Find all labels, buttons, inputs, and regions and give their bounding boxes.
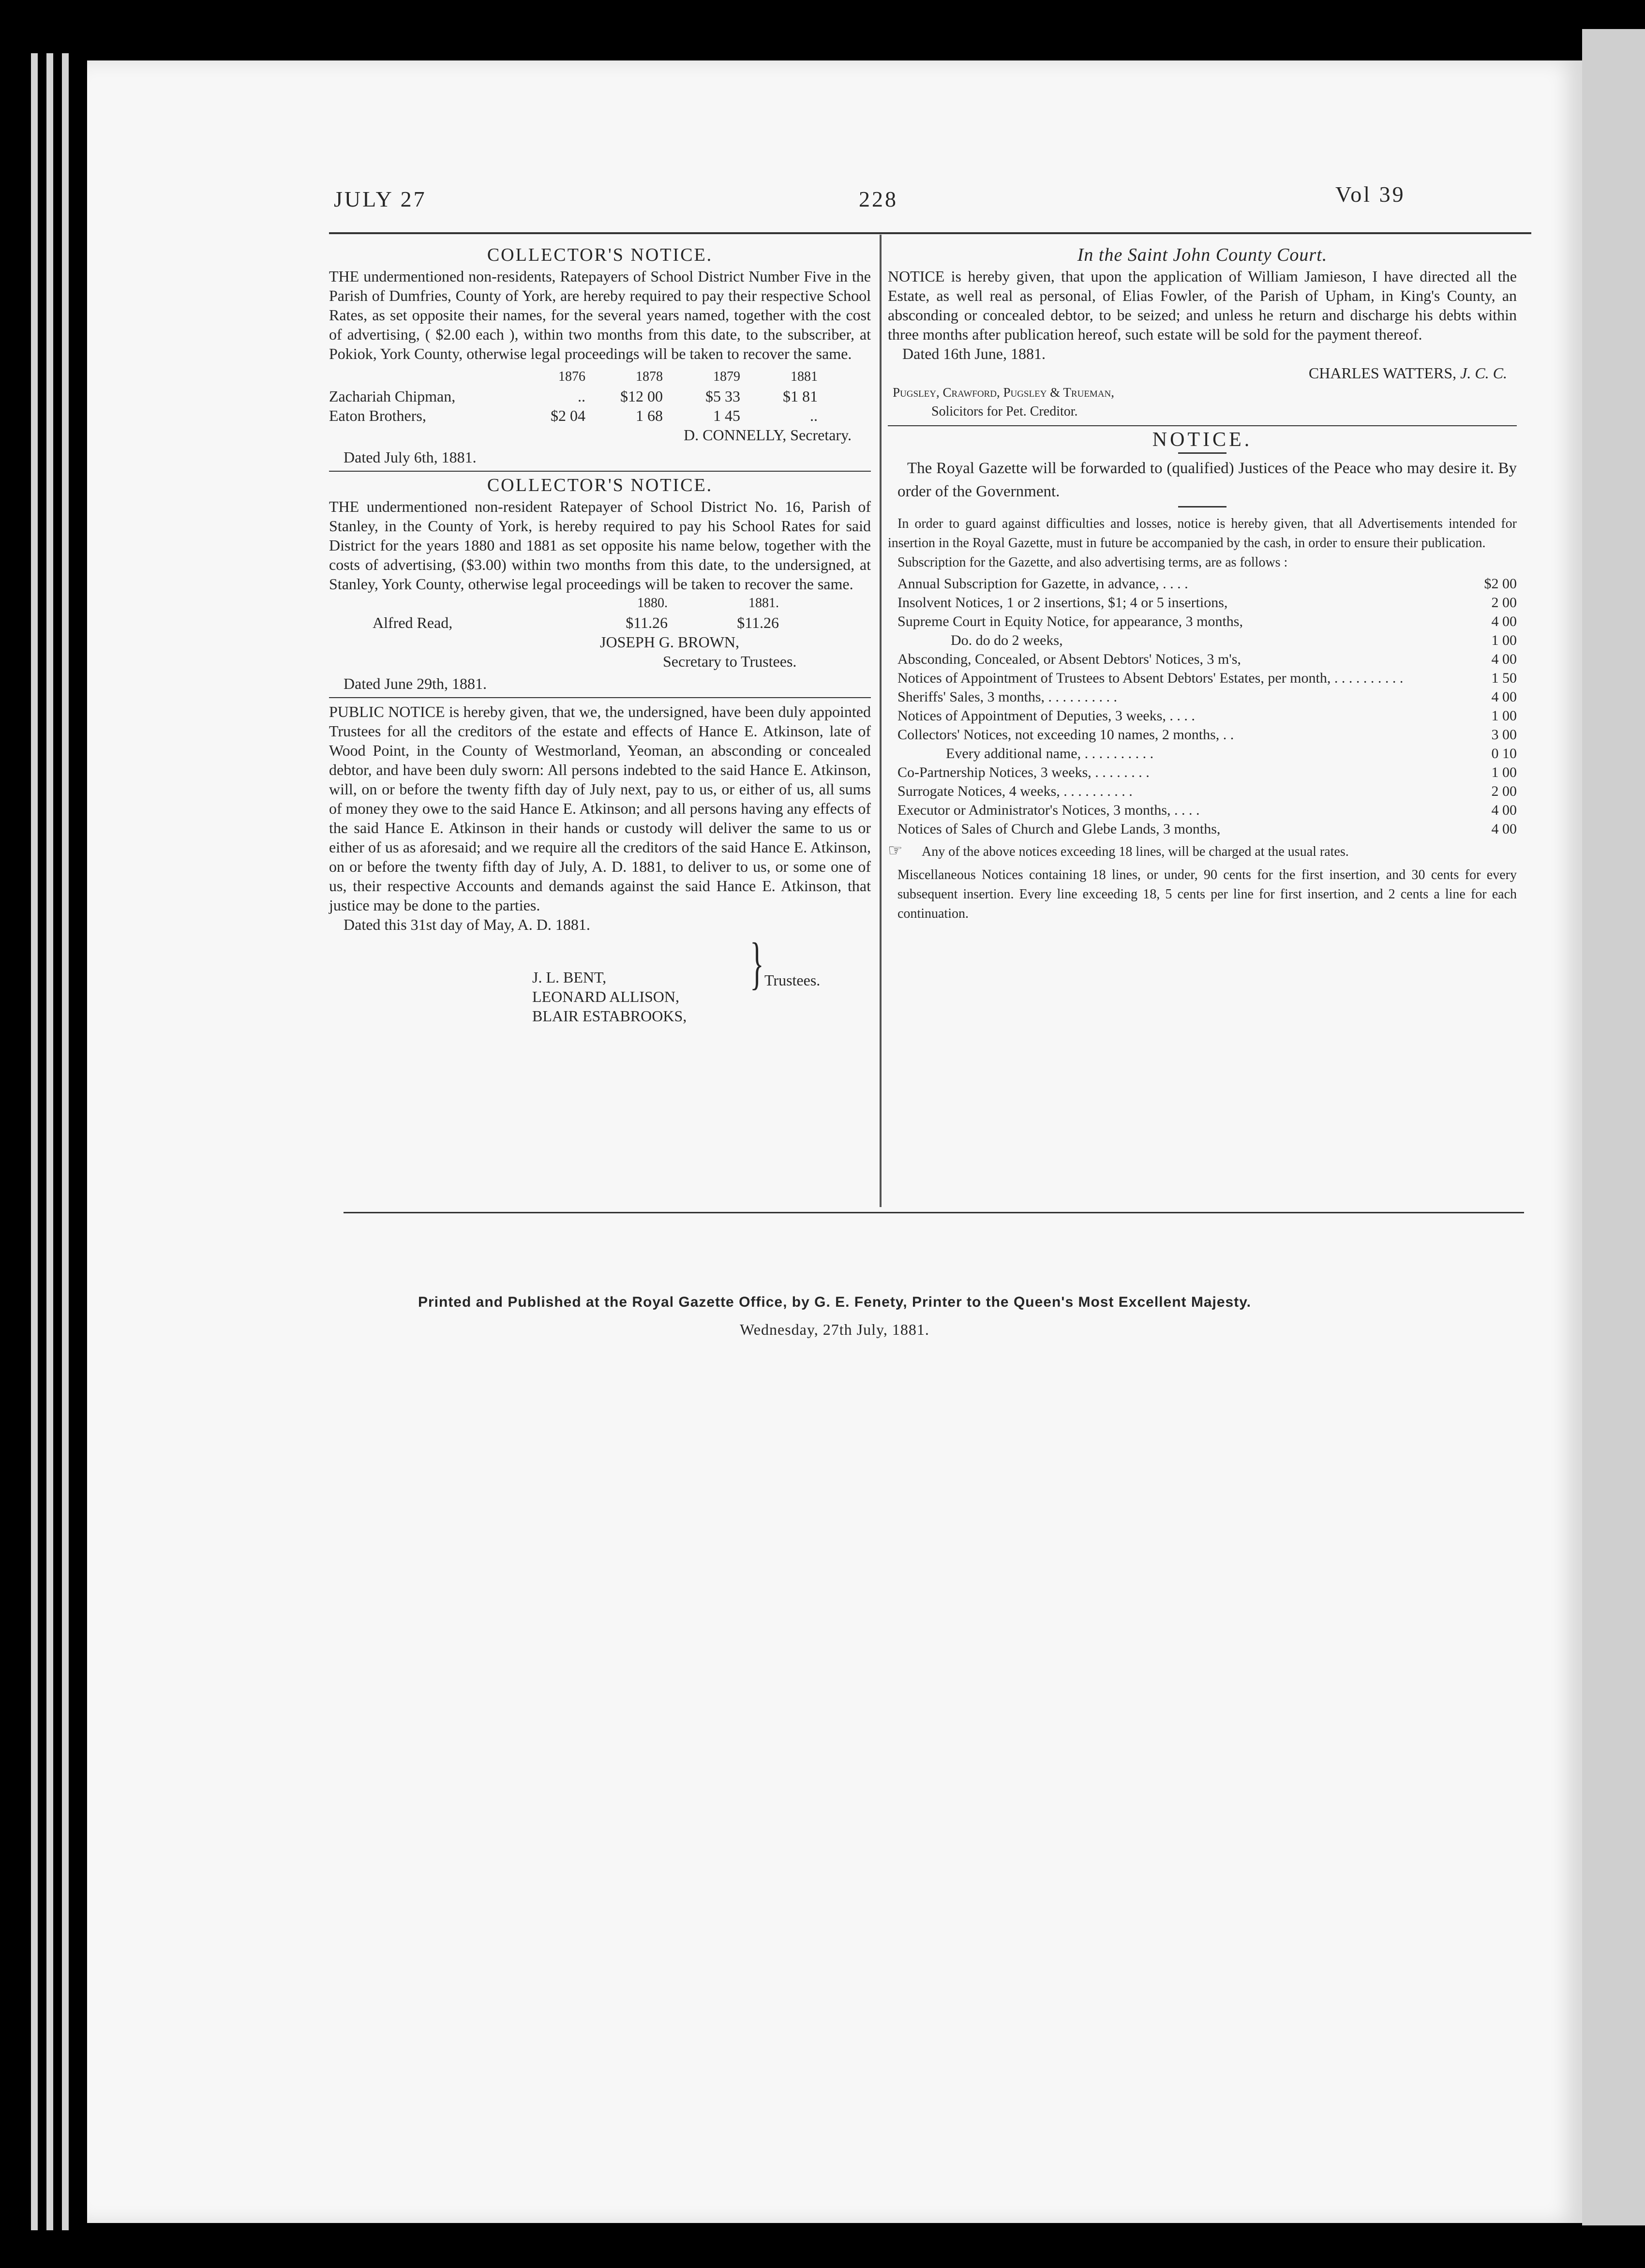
rate-amount: 4 00 [1491, 802, 1517, 818]
rate-label: Insolvent Notices, 1 or 2 insertions, $1; 4 or 5 insertions, [897, 595, 1228, 611]
rate-value: $1 81 [783, 388, 818, 405]
rate-amount: 4 00 [1491, 613, 1517, 629]
page-edge [31, 53, 38, 2230]
rate-amount: 2 00 [1491, 595, 1517, 611]
rate-label: Co-Partnership Notices, 3 weeks, . . . . . . . . [897, 764, 1150, 780]
column-divider [880, 235, 882, 1207]
public-notice [329, 702, 871, 1026]
rate-label: Surrogate Notices, 4 weeks, . . . . . . . . . . [897, 783, 1133, 799]
signer [888, 363, 1517, 383]
imprint-line: Printed and Published at the Royal Gazette Office, by G. E. Fenety, Printer to the Queen's Most Excellent Majesty. [418, 1294, 1252, 1310]
rate-value: .. [578, 388, 585, 405]
rate-amount: 4 00 [1491, 821, 1517, 837]
bottom-rule [344, 1212, 1524, 1213]
signer: JOSEPH G. BROWN, [600, 633, 740, 651]
notice-subscription: Subscription for the Gazette, and also advertising terms, are as follows : [897, 555, 1288, 570]
notice-body: THE undermentioned non-residents, Ratepayers of School District Number Five in the Parish of Dumfries, County of York, are hereby required to pay their respective School Rates, as set opposite their names, for the several years named, together with the cost of advertising, ( $2.00 each ), within two months from this date, to the subscriber, at Pokiok, York County, otherwise legal proceedings will be taken to recover the same. [329, 268, 871, 362]
rate-label: Collectors' Notices, not exceeding 10 names, 2 months, . . [897, 727, 1234, 743]
rate-label: Absconding, Concealed, or Absent Debtors' Notices, 3 m's, [897, 651, 1241, 667]
rate-amount: 1 50 [1491, 670, 1517, 686]
year: 1879 [713, 369, 740, 384]
rate-amount: 4 00 [1491, 689, 1517, 705]
notice-body: PUBLIC NOTICE is hereby given, that we, the undersigned, have been duly appointed Trustees for all the creditors of the estate and effects of Hance E. Atkinson, late of Wood Point, in the County of Westmorland, Yeoman, an absconding or concealed debtor, and have been duly sworn: All persons indebted to the said Hance E. Atkinson, will, on or before the twenty fifth day of July next, pay to us, or either of us, all sums of money they owe to the said Hance E. Atkinson; and all persons having any effects of the said Hance E. Atkinson in their hands or custody will deliver the same to us or either of us as aforesaid; and we require all the creditors of the said Hance E. Atkinson, on or before the twenty fifth day of July, A. D. 1881, to deliver to us, or some one of us, their respective Accounts and demands against the said Hance E. Atkinson, that justice may be done to the parties. [329, 703, 871, 914]
county-court-notice [888, 245, 1517, 421]
volume-label: Vol 39 [1335, 182, 1406, 207]
signer-name: CHARLES WATTERS, [1308, 364, 1457, 382]
year: 1876 [558, 369, 585, 384]
trustees-label: Trustees. [764, 971, 821, 989]
brace-icon: } [750, 931, 764, 995]
table-row [897, 612, 1517, 631]
court-title: In the Saint John County Court. [1077, 245, 1328, 265]
rate-label: Supreme Court in Equity Notice, for appearance, 3 months, [897, 613, 1243, 629]
rate-value: 1 68 [636, 407, 663, 424]
table-row [329, 387, 871, 406]
header-rule [329, 232, 1531, 234]
collector-notice-2 [329, 476, 871, 693]
rate-label: Annual Subscription for Gazette, in advance, . . . . [897, 576, 1188, 592]
notice-lead: The Royal Gazette will be forwarded to (qualified) Justices of the Peace who may desire it. By order of the Government. [897, 460, 1517, 500]
rate-value: $12 00 [620, 388, 663, 405]
year: 1881. [748, 596, 779, 611]
rate-amount: $2 00 [1484, 576, 1517, 592]
trustee-name: LEONARD ALLISON, [532, 988, 679, 1005]
dated-line: Dated June 29th, 1881. [344, 675, 487, 692]
year: 1881 [791, 369, 818, 384]
table-row [897, 687, 1517, 706]
year: 1880. [637, 596, 668, 611]
short-rule [1178, 452, 1226, 454]
section-rule [329, 471, 871, 472]
table-row [897, 744, 1517, 763]
table-row [897, 782, 1517, 801]
over-18-text: Any of the above notices exceeding 18 lines, will be charged at the usual rates. [922, 844, 1349, 859]
rate-value: $2 04 [551, 407, 585, 424]
solicitors-title: Solicitors for Pet. Creditor. [931, 404, 1078, 419]
page-edge [62, 53, 69, 2230]
rate-value: .. [810, 407, 818, 424]
rate-label: Sheriffs' Sales, 3 months, . . . . . . . . . . [897, 689, 1118, 705]
notice-title: COLLECTOR'S NOTICE. [487, 475, 713, 495]
table-row [897, 763, 1517, 782]
rate-value: $5 33 [705, 388, 740, 405]
notice-title: NOTICE. [1152, 429, 1253, 451]
section-rule [888, 425, 1517, 426]
trustees-block [329, 931, 871, 1026]
solicitors: Pugsley, Crawford, Pugsley & Trueman, [893, 385, 1115, 400]
years-row [329, 594, 871, 613]
rate-label: Notices of Sales of Church and Glebe Lands, 3 months, [897, 821, 1221, 837]
table-row [897, 706, 1517, 725]
table-row [897, 574, 1517, 593]
table-row [897, 725, 1517, 744]
dated-line: Dated 16th June, 1881. [902, 345, 1046, 362]
book-spine [1582, 29, 1645, 2225]
rate-label: Executor or Administrator's Notices, 3 months, . . . . [897, 802, 1200, 818]
short-rule [1178, 506, 1226, 507]
rates-table [888, 574, 1517, 838]
pointing-hand-icon: ☞ [888, 842, 903, 860]
years-row [329, 367, 871, 387]
signer-title: Secretary to Trustees. [663, 653, 797, 670]
signer-title: J. C. C. [1460, 364, 1507, 382]
dated-line: Dated this 31st day of May, A. D. 1881. [344, 916, 590, 933]
trustee-name: J. L. BENT, [532, 969, 607, 986]
rate-label: Every additional name, . . . . . . . . . . [946, 746, 1154, 761]
section-rule [329, 697, 871, 698]
table-row [329, 406, 871, 425]
header-date: JULY 27 [334, 187, 427, 211]
rate-value: $11.26 [626, 614, 668, 631]
ratepayer-name: Zachariah Chipman, [329, 388, 456, 405]
rate-amount: 1 00 [1491, 764, 1517, 780]
rate-amount: 2 00 [1491, 783, 1517, 799]
rate-amount: 0 10 [1491, 746, 1517, 761]
rate-amount: 1 00 [1491, 632, 1517, 648]
table-row [897, 820, 1517, 838]
over-18-note [888, 841, 1517, 862]
dated-line: Dated July 6th, 1881. [344, 448, 477, 466]
rate-value: $11.26 [737, 614, 779, 631]
misc-notice: Miscellaneous Notices containing 18 lines, or under, 90 cents for the first insertion, and 30 cents for every subsequent insertion. Every line exceeding 18, 5 cents per line for first insertion, and 2 cents a line for each continuation. [897, 867, 1517, 921]
ratepayer-name: Eaton Brothers, [329, 407, 426, 424]
rate-value: 1 45 [713, 407, 740, 424]
imprint-date: Wednesday, 27th July, 1881. [740, 1321, 929, 1338]
table-row [897, 593, 1517, 612]
gazette-page [87, 60, 1582, 2223]
ratepayer-name: Alfred Read, [373, 614, 453, 631]
rate-amount: 3 00 [1491, 727, 1517, 743]
table-row [897, 801, 1517, 820]
right-column [888, 244, 1517, 924]
rate-label: Do. do do 2 weeks, [951, 632, 1063, 648]
table-row [329, 613, 871, 632]
notice-body: THE undermentioned non-resident Ratepayer of School District No. 16, Parish of Stanley, in the County of York, is hereby required to pay his School Rates for said District for the years 1880 and 1881 as set opposite his name below, together with the costs of advertising, ($3.00) within two months from this date, to the undersigned, at Stanley, York County, otherwise legal proceedings will be taken to recover the same. [329, 498, 871, 593]
collector-notice-1 [329, 245, 871, 467]
page-edge [46, 53, 53, 2230]
table-row [897, 650, 1517, 669]
table-row [897, 631, 1517, 650]
notice-guard: In order to guard against difficulties and losses, notice is hereby given, that all Advertisements intended for insertion in the Royal Gazette, must in future be accompanied by the cash, in order to ensure their publication. [888, 516, 1517, 551]
table-row [897, 669, 1517, 687]
rate-amount: 4 00 [1491, 651, 1517, 667]
notice-body: NOTICE is hereby given, that upon the application of William Jamieson, I have directed all the Estate, as well real as personal, of Elias Fowler, of the Parish of Upham, in King's County, an absconding or concealed debtor, to be seized; and unless he return and discharge his debts within three months after publication hereof, such estate will be sold for the payment thereof. [888, 268, 1517, 343]
rate-label: Notices of Appointment of Trustees to Absent Debtors' Estates, per month, . . . . . . . . . . [897, 670, 1404, 686]
signer: D. CONNELLY, Secretary. [684, 426, 852, 444]
page-number: 228 [859, 187, 898, 211]
gazette-notice [888, 430, 1517, 924]
left-column [329, 244, 871, 1026]
trustee-name: BLAIR ESTABROOKS, [532, 1007, 687, 1025]
notice-title: COLLECTOR'S NOTICE. [487, 245, 713, 265]
rate-amount: 1 00 [1491, 708, 1517, 724]
year: 1878 [636, 369, 663, 384]
rate-label: Notices of Appointment of Deputies, 3 weeks, . . . . [897, 708, 1195, 724]
